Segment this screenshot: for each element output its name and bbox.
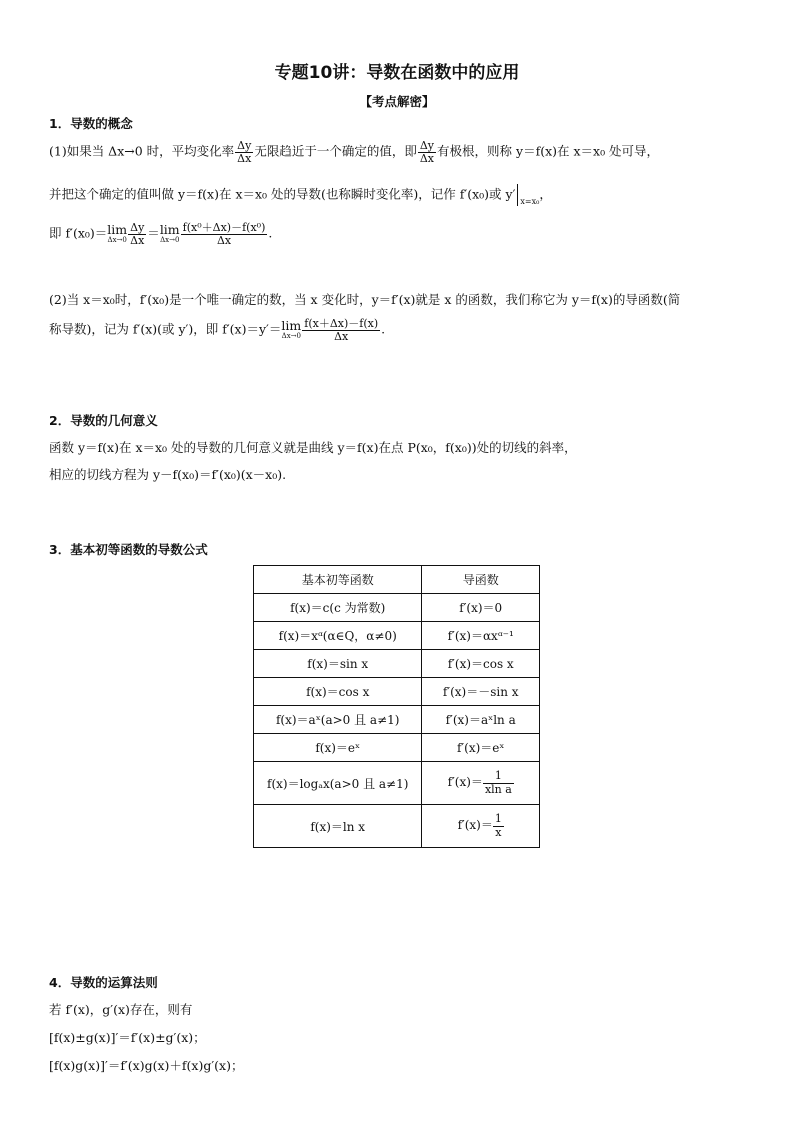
period: . [268, 225, 273, 241]
frac-den: Δx [130, 233, 145, 247]
frac-num: f(x＋Δx)－f(x) [304, 317, 379, 330]
s1-p1-text-b: 无限趋近于一个确定的值，即 [254, 143, 417, 159]
derivative-cell: f′(x)＝aˣln a [422, 706, 540, 734]
section2-heading: 2．导数的几何意义 [49, 413, 158, 428]
section4-line2: [f(x)±g(x)]′＝f′(x)±g′(x)； [49, 1030, 206, 1045]
lim-word: lim [281, 318, 302, 334]
section1-heading: 1．导数的概念 [49, 116, 133, 131]
derivative-cell: f′(x)＝eˣ [422, 734, 540, 762]
equals-sign: ＝ [147, 225, 160, 241]
section3-heading: 3．基本初等函数的导数公式 [49, 542, 208, 557]
lim-word: lim [159, 222, 180, 238]
section1-paragraph3 [49, 222, 272, 246]
lim-sub: Δx→0 [107, 235, 127, 244]
function-cell: f(x)＝xᵅ(α∈Q，α≠0) [254, 622, 422, 650]
table-row [254, 594, 540, 622]
frac-num: Δy [237, 139, 252, 152]
derivative-cell [422, 762, 540, 805]
s1-p2-text-a: 并把这个确定的值叫做 y＝f(x)在 x＝x₀ 处的导数(也称瞬时变化率)，记作 f′(x₀)或 y′ [49, 186, 516, 202]
function-cell: f(x)＝ln x [254, 805, 422, 848]
derivative-prefix: f′(x)＝ [457, 818, 493, 833]
table-row [254, 650, 540, 678]
page-subtitle: 【考点解密】 [359, 94, 435, 109]
section2-line1: 函数 y＝f(x)在 x＝x₀ 处的导数的几何意义就是曲线 y＝f(x)在点 P(x₀，f(x₀))处的切线的斜率， [49, 440, 577, 455]
frac-den: xln a [484, 782, 512, 796]
fraction-derivative-def [302, 318, 380, 342]
table-row [254, 805, 540, 848]
lim-sub: Δx→0 [281, 331, 301, 340]
section4-heading: 4．导数的运算法则 [49, 975, 158, 990]
function-cell: f(x)＝logₐx(a>0 且 a≠1) [254, 762, 422, 805]
function-cell: f(x)＝sin x [254, 650, 422, 678]
frac-den: Δx [419, 151, 435, 165]
function-cell: f(x)＝c(c 为常数) [254, 594, 422, 622]
frac-den: Δx [237, 151, 252, 165]
header-basic-function: 基本初等函数 [254, 566, 422, 594]
s1-p1-text-a: (1)如果当 Δx→0 时，平均变化率 [49, 143, 235, 159]
derivative-fraction [493, 813, 504, 838]
table-header-row [254, 566, 540, 594]
limit-symbol-3 [281, 320, 301, 340]
section1-paragraph1 [49, 140, 659, 164]
frac-den: Δx [334, 329, 349, 343]
s1-p5-text: 称导数)，记为 f′(x)(或 y′)，即 f′(x)＝y′＝ [49, 321, 282, 337]
fraction-difference-quotient [181, 222, 268, 246]
derivative-cell: f′(x)＝0 [422, 594, 540, 622]
derivative-cell: f′(x)＝cos x [422, 650, 540, 678]
limit-symbol-2 [160, 224, 180, 244]
s1-p2-text-b: ， [539, 186, 552, 202]
s1-p4-text: (2)当 x＝x₀时，f′(x₀)是一个唯一确定的数，当 x 变化时，y＝f′(x)就是 x 的函数，我们称它为 y＝f(x)的导函数(简 [49, 292, 681, 307]
fraction-dy-dx-3 [128, 222, 146, 246]
page-title: 专题10讲：导数在函数中的应用 [274, 63, 520, 83]
frac-num: f(x⁰＋Δx)－f(x⁰) [182, 221, 266, 234]
fraction-dy-dx-2 [418, 140, 436, 164]
section4-line3: [f(x)g(x)]′＝f′(x)g(x)＋f(x)g′(x)； [49, 1058, 244, 1073]
section1-paragraph2 [49, 184, 552, 206]
section1-paragraph5 [49, 318, 385, 342]
table-row [254, 706, 540, 734]
lim-word: lim [107, 222, 128, 238]
derivative-cell [422, 805, 540, 848]
table-row [254, 678, 540, 706]
derivative-formula-table [253, 565, 540, 848]
frac-num: 1 [494, 812, 502, 826]
frac-den: Δx [216, 233, 232, 247]
table-row [254, 762, 540, 805]
function-cell: f(x)＝aˣ(a>0 且 a≠1) [254, 706, 422, 734]
frac-num: Δy [130, 221, 145, 234]
derivative-cell: f′(x)＝－sin x [422, 678, 540, 706]
table-row [254, 622, 540, 650]
derivative-prefix: f′(x)＝ [447, 775, 483, 790]
derivative-fraction [483, 770, 514, 795]
lim-sub: Δx→0 [160, 235, 180, 244]
table-row [254, 734, 540, 762]
frac-den: x [495, 825, 502, 839]
function-cell: f(x)＝cos x [254, 678, 422, 706]
fraction-dy-dx [235, 140, 253, 164]
section4-line1: 若 f′(x)，g′(x)存在，则有 [49, 1002, 193, 1017]
frac-num: 1 [483, 770, 514, 783]
s1-p3-text-a: 即 f′(x₀)＝ [49, 225, 108, 241]
header-derivative: 导函数 [422, 566, 540, 594]
section1-paragraph4 [49, 290, 680, 308]
frac-num: Δy [419, 139, 435, 152]
function-cell: f(x)＝eˣ [254, 734, 422, 762]
limit-symbol [107, 224, 127, 244]
section2-line2: 相应的切线方程为 y－f(x₀)＝f′(x₀)(x－x₀). [49, 467, 287, 482]
s1-p1-text-c: 有极根，则称 y＝f(x)在 x＝x₀ 处可导， [437, 143, 660, 159]
period: . [381, 321, 386, 337]
evaluation-bar: x=x₀ [517, 184, 539, 206]
derivative-cell: f′(x)＝αxᵅ⁻¹ [422, 622, 540, 650]
